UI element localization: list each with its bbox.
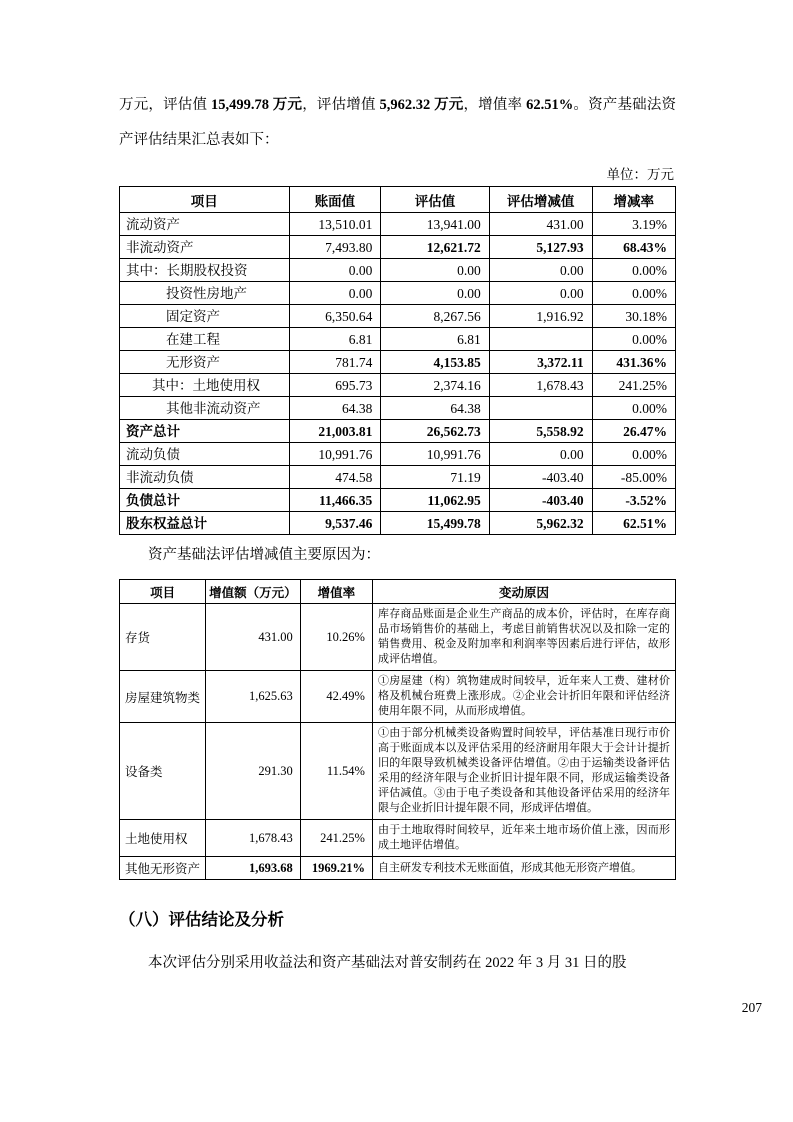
cell-value: 0.00 [289, 259, 381, 282]
cell-value: -3.52% [592, 489, 675, 512]
cell-value: 64.38 [289, 397, 381, 420]
column-header: 项目 [120, 580, 206, 604]
row-label: 土地使用权 [120, 820, 206, 857]
summary-row [120, 351, 676, 374]
summary-row [120, 282, 676, 305]
cell-value: 5,962.32 [489, 512, 592, 535]
cell-value: 3.19% [592, 213, 675, 236]
cell-value: 8,267.56 [381, 305, 489, 328]
reason-cell: 自主研发专利技术无账面值，形成其他无形资产增值。 [372, 857, 675, 880]
amount-cell: 1,625.63 [206, 671, 301, 723]
cell-value: 9,537.46 [289, 512, 381, 535]
cell-value: 5,558.92 [489, 420, 592, 443]
cell-value: 695.73 [289, 374, 381, 397]
column-header: 增值率 [300, 580, 372, 604]
reason-row [120, 604, 676, 671]
cell-value: 6.81 [289, 328, 381, 351]
cell-value: 26.47% [592, 420, 675, 443]
summary-table-body [120, 213, 676, 535]
summary-header-row [120, 187, 676, 213]
row-label: 资产总计 [120, 420, 290, 443]
row-label: 流动资产 [120, 213, 290, 236]
intro-text-segment: 。资产基础法资产评估结果汇总表如下： [119, 97, 677, 148]
summary-row [120, 443, 676, 466]
rate-cell: 1969.21% [300, 857, 372, 880]
amount-cell: 1,693.68 [206, 857, 301, 880]
summary-row [120, 328, 676, 351]
column-header: 变动原因 [372, 580, 675, 604]
row-label: 非流动负债 [120, 466, 290, 489]
row-label: 在建工程 [120, 328, 290, 351]
intro-bold-value: 15,499.78 万元 [210, 97, 303, 113]
reasons-header-row [120, 580, 676, 604]
cell-value: 11,062.95 [381, 489, 489, 512]
cell-value: 0.00 [489, 282, 592, 305]
cell-value: 2,374.16 [381, 374, 489, 397]
reason-cell: ①由于部分机械类设备购置时间较早，评估基准日现行市价高于账面成本以及评估采用的经济耐用年限大于会计计提折旧的年限导致机械类设备评估增值。②由于运输类设备评估采用的经济年限与企业折旧计提年限不同，形成运输类设备评估减值。③由于电子类设备和其他设备评估采用的经济年限与企业折旧计提年限不同，形成评估增值。 [372, 723, 675, 820]
reason-row [120, 820, 676, 857]
row-label: 其他无形资产 [120, 857, 206, 880]
cell-value: -403.40 [489, 466, 592, 489]
cell-value: 15,499.78 [381, 512, 489, 535]
cell-value: 10,991.76 [289, 443, 381, 466]
reasons-table [119, 579, 676, 880]
summary-row [120, 397, 676, 420]
closing-paragraph: 本次评估分别采用收益法和资产基础法对普安制药在 2022 年 3 月 31 日的股 [148, 955, 627, 971]
rate-cell: 241.25% [300, 820, 372, 857]
summary-row [120, 305, 676, 328]
row-label: 其他非流动资产 [120, 397, 290, 420]
intro-paragraph [119, 88, 676, 158]
column-header: 项目 [120, 187, 290, 213]
column-header: 评估值 [381, 187, 489, 213]
reason-row [120, 723, 676, 820]
cell-value: 431.36% [592, 351, 675, 374]
column-header: 增减率 [592, 187, 675, 213]
cell-value: 474.58 [289, 466, 381, 489]
cell-value: 0.00 [381, 282, 489, 305]
rate-cell: 10.26% [300, 604, 372, 671]
reason-cell: ①房屋建（构）筑物建成时间较早，近年来人工费、建材价格及机械台班费上涨形成。②企业会计折旧年限和评估经济使用年限不同，从而形成增值。 [372, 671, 675, 723]
cell-value: 0.00% [592, 328, 675, 351]
cell-value: 68.43% [592, 236, 675, 259]
cell-value: 0.00 [381, 259, 489, 282]
cell-value: 26,562.73 [381, 420, 489, 443]
row-label: 固定资产 [120, 305, 290, 328]
cell-value: 241.25% [592, 374, 675, 397]
section-heading: （八）评估结论及分析 [119, 910, 284, 929]
intro-text-segment: ，评估增值 [302, 97, 380, 113]
amount-cell: 291.30 [206, 723, 301, 820]
cell-value: -85.00% [592, 466, 675, 489]
row-label: 房屋建筑物类 [120, 671, 206, 723]
cell-value [489, 328, 592, 351]
reason-cell: 由于土地取得时间较早，近年来土地市场价值上涨，因而形成土地评估增值。 [372, 820, 675, 857]
cell-value: 13,941.00 [381, 213, 489, 236]
page-number: 207 [741, 1000, 762, 1015]
row-label: 流动负债 [120, 443, 290, 466]
reason-cell: 库存商品账面是企业生产商品的成本价，评估时，在库存商品市场销售价的基础上，考虑目前销售状况以及扣除一定的销售费用、税金及附加率和利润率等因素后进行评估，故形成评估增值。 [372, 604, 675, 671]
cell-value: 62.51% [592, 512, 675, 535]
summary-row [120, 420, 676, 443]
column-header: 评估增减值 [489, 187, 592, 213]
row-label: 无形资产 [120, 351, 290, 374]
mid-paragraph: 资产基础法评估增减值主要原因为： [148, 547, 380, 563]
cell-value: 11,466.35 [289, 489, 381, 512]
unit-label: 单位：万元 [606, 167, 674, 182]
cell-value: -403.40 [489, 489, 592, 512]
summary-row [120, 466, 676, 489]
row-label: 非流动资产 [120, 236, 290, 259]
intro-text-segment: 万元，评估值 [119, 97, 211, 113]
summary-row [120, 374, 676, 397]
intro-text-segment: ，增值率 [463, 97, 527, 113]
reasons-table-body [120, 604, 676, 880]
cell-value: 13,510.01 [289, 213, 381, 236]
amount-cell: 1,678.43 [206, 820, 301, 857]
row-label: 其中：长期股权投资 [120, 259, 290, 282]
rate-cell: 42.49% [300, 671, 372, 723]
cell-value: 0.00% [592, 443, 675, 466]
summary-row [120, 236, 676, 259]
cell-value: 6.81 [381, 328, 489, 351]
cell-value: 781.74 [289, 351, 381, 374]
cell-value: 0.00 [489, 259, 592, 282]
cell-value: 10,991.76 [381, 443, 489, 466]
cell-value: 0.00% [592, 282, 675, 305]
cell-value: 3,372.11 [489, 351, 592, 374]
row-label: 负债总计 [120, 489, 290, 512]
rate-cell: 11.54% [300, 723, 372, 820]
cell-value: 21,003.81 [289, 420, 381, 443]
summary-row [120, 259, 676, 282]
cell-value: 0.00 [489, 443, 592, 466]
cell-value: 30.18% [592, 305, 675, 328]
cell-value: 431.00 [489, 213, 592, 236]
summary-row [120, 512, 676, 535]
row-label: 股东权益总计 [120, 512, 290, 535]
row-label: 其中：土地使用权 [120, 374, 290, 397]
summary-table [119, 186, 676, 535]
cell-value: 0.00 [289, 282, 381, 305]
cell-value: 0.00% [592, 397, 675, 420]
amount-cell: 431.00 [206, 604, 301, 671]
intro-bold-value: 5,962.32 万元 [379, 97, 464, 113]
cell-value: 5,127.93 [489, 236, 592, 259]
column-header: 增值额（万元） [206, 580, 301, 604]
intro-bold-value: 62.51% [526, 97, 574, 113]
cell-value: 1,916.92 [489, 305, 592, 328]
row-label: 设备类 [120, 723, 206, 820]
reason-row [120, 857, 676, 880]
cell-value: 12,621.72 [381, 236, 489, 259]
summary-row [120, 213, 676, 236]
column-header: 账面值 [289, 187, 381, 213]
reason-row [120, 671, 676, 723]
cell-value: 71.19 [381, 466, 489, 489]
cell-value [489, 397, 592, 420]
row-label: 投资性房地产 [120, 282, 290, 305]
cell-value: 7,493.80 [289, 236, 381, 259]
cell-value: 4,153.85 [381, 351, 489, 374]
cell-value: 64.38 [381, 397, 489, 420]
summary-row [120, 489, 676, 512]
cell-value: 0.00% [592, 259, 675, 282]
cell-value: 1,678.43 [489, 374, 592, 397]
cell-value: 6,350.64 [289, 305, 381, 328]
row-label: 存货 [120, 604, 206, 671]
